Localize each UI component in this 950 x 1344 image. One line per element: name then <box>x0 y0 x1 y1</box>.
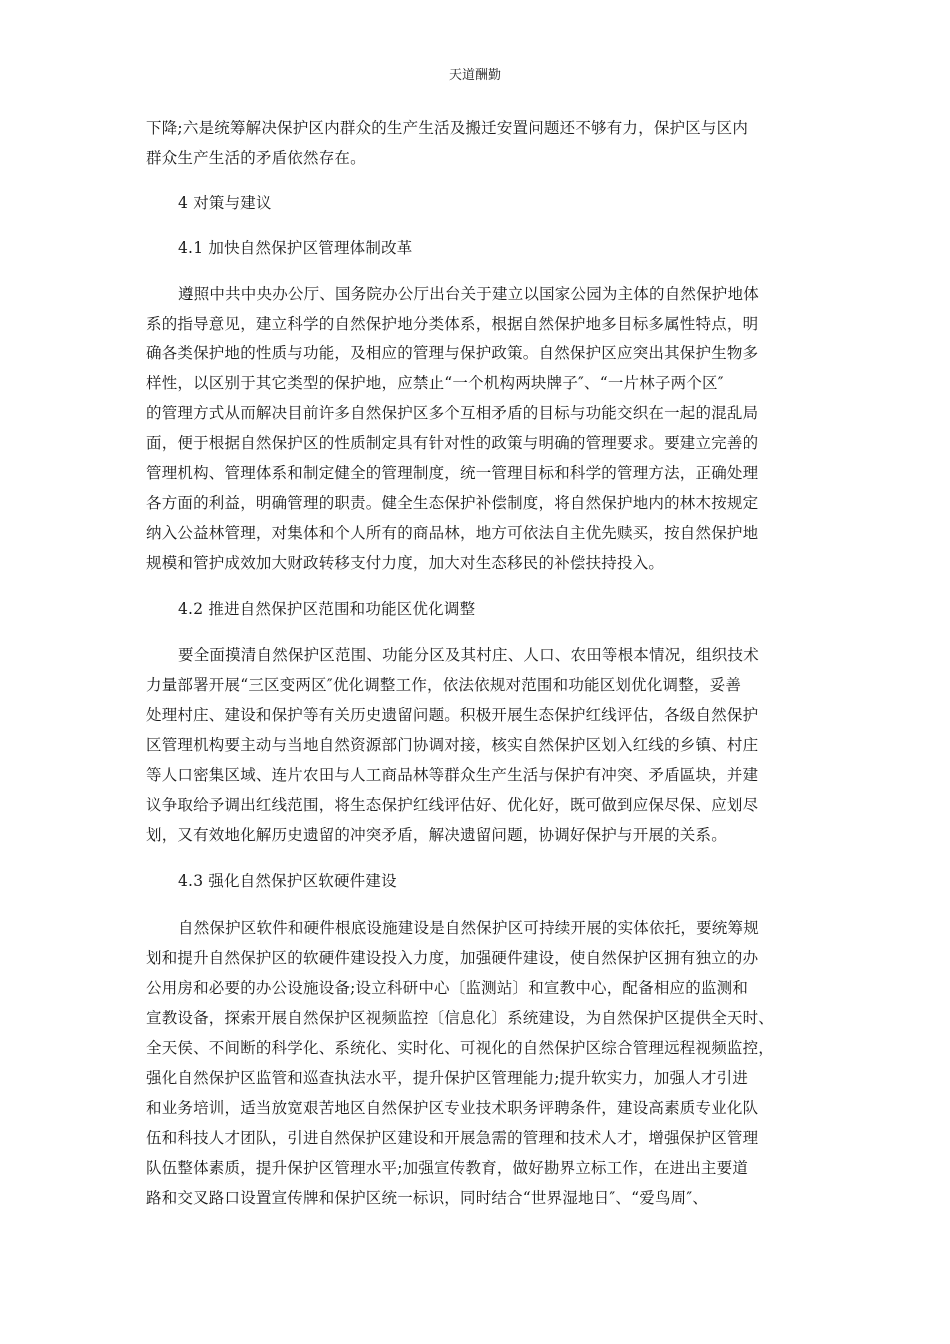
text-line: 要全面摸清自然保护区范围、功能分区及其村庄、人口、农田等根本情况，组织技术 <box>178 646 759 664</box>
text-line: 划和提升自然保护区的软硬件建设投入力度，加强硬件建设，使自然保护区拥有独立的办 <box>146 949 759 967</box>
text-line: 伍和科技人才团队，引进自然保护区建设和开展急需的管理和技术人才，增强保护区管理 <box>146 1129 759 1147</box>
text-line: 遵照中共中央办公厅、国务院办公厅出台关于建立以国家公园为主体的自然保护地体 <box>178 285 759 303</box>
text-line: 系的指导意见，建立科学的自然保护地分类体系，根据自然保护地多目标多属性特点，明 <box>146 315 759 333</box>
text-line: 和业务培训，适当放宽艰苦地区自然保护区专业技术职务评聘条件，建设高素质专业化队 <box>146 1099 759 1117</box>
text-line: 自然保护区软件和硬件根底设施建设是自然保护区可持续开展的实体依托，要统筹规 <box>178 919 759 937</box>
text-line: 等人口密集区域、连片农田与人工商品林等群众生产生活与保护有冲突、矛盾區块，并建 <box>146 766 759 784</box>
text-line: 划，又有效地化解历史遗留的冲突矛盾，解决遗留问题，协调好保护与开展的关系。 <box>146 826 727 844</box>
text-line: 群众生产生活的矛盾依然存在。 <box>146 149 366 167</box>
text-line: 管理机构、管理体系和制定健全的管理制度，统一管理目标和科学的管理方法，正确处理 <box>146 464 759 482</box>
text-line: 处理村庄、建设和保护等有关历史遗留问题。积极开展生态保护红线评估，各级自然保护 <box>146 706 759 724</box>
text-line: 强化自然保护区监管和巡查执法水平，提升保护区管理能力;提升软实力，加强人才引进 <box>146 1069 749 1087</box>
text-line: 全天侯、不间断的科学化、系统化、实时化、可视化的自然保护区综合管理远程视频监控， <box>146 1039 775 1057</box>
text-line: 的管理方式从而解决目前许多自然保护区多个互相矛盾的目标与功能交织在一起的混乱局 <box>146 404 759 422</box>
subsection-heading: 4.1 加快自然保护区管理体制改革 <box>178 239 413 257</box>
text-line: 公用房和必要的办公设施设备;设立科研中心〔监测站〕和宣教中心，配备相应的监测和 <box>146 979 749 997</box>
text-line: 路和交叉路口设置宣传牌和保护区统一标识，同时结合“世界湿地日″、“爱鸟周″、 <box>146 1189 709 1207</box>
page-header: 天道酬勤 <box>448 68 501 83</box>
subsection-heading: 4.3 强化自然保护区软硬件建设 <box>178 872 397 890</box>
subsection-heading: 4.2 推进自然保护区范围和功能区优化调整 <box>178 600 476 618</box>
text-line: 队伍整体素质，提升保护区管理水平;加强宣传教育，做好勘界立标工作，在进出主要道 <box>146 1159 749 1177</box>
text-line: 样性，以区别于其它类型的保护地，应禁止“一个机构两块牌子″、“一片林子两个区″ <box>146 374 724 392</box>
text-line: 纳入公益林管理，对集体和个人所有的商品林，地方可依法自主优先赎买，按自然保护地 <box>146 524 759 542</box>
text-line: 宣教设备，探索开展自然保护区视频监控〔信息化〕系统建设，为自然保护区提供全天时、 <box>146 1009 775 1027</box>
text-line: 力量部署开展“三区变两区″优化调整工作，依法依规对范围和功能区划优化调整，妥善 <box>146 676 742 694</box>
text-line: 议争取给予调出红线范围，将生态保护红线评估好、优化好，既可做到应保尽保、应划尽 <box>146 796 759 814</box>
text-line: 下降;六是统筹解决保护区内群众的生产生活及搬迁安置问题还不够有力，保护区与区内 <box>146 119 749 137</box>
text-line: 面，便于根据自然保护区的性质制定具有针对性的政策与明确的管理要求。要建立完善的 <box>146 434 759 452</box>
text-line: 各方面的利益，明确管理的职责。健全生态保护补偿制度，将自然保护地内的林木按规定 <box>146 494 759 512</box>
text-line: 规模和管护成效加大财政转移支付力度，加大对生态移民的补偿扶持投入。 <box>146 554 665 572</box>
text-line: 确各类保护地的性质与功能，及相应的管理与保护政策。自然保护区应突出其保护生物多 <box>146 344 759 362</box>
text-line: 区管理机构要主动与当地自然资源部门协调对接，核实自然保护区划入红线的乡镇、村庄 <box>146 736 759 754</box>
section-heading: 4 对策与建议 <box>178 194 272 212</box>
